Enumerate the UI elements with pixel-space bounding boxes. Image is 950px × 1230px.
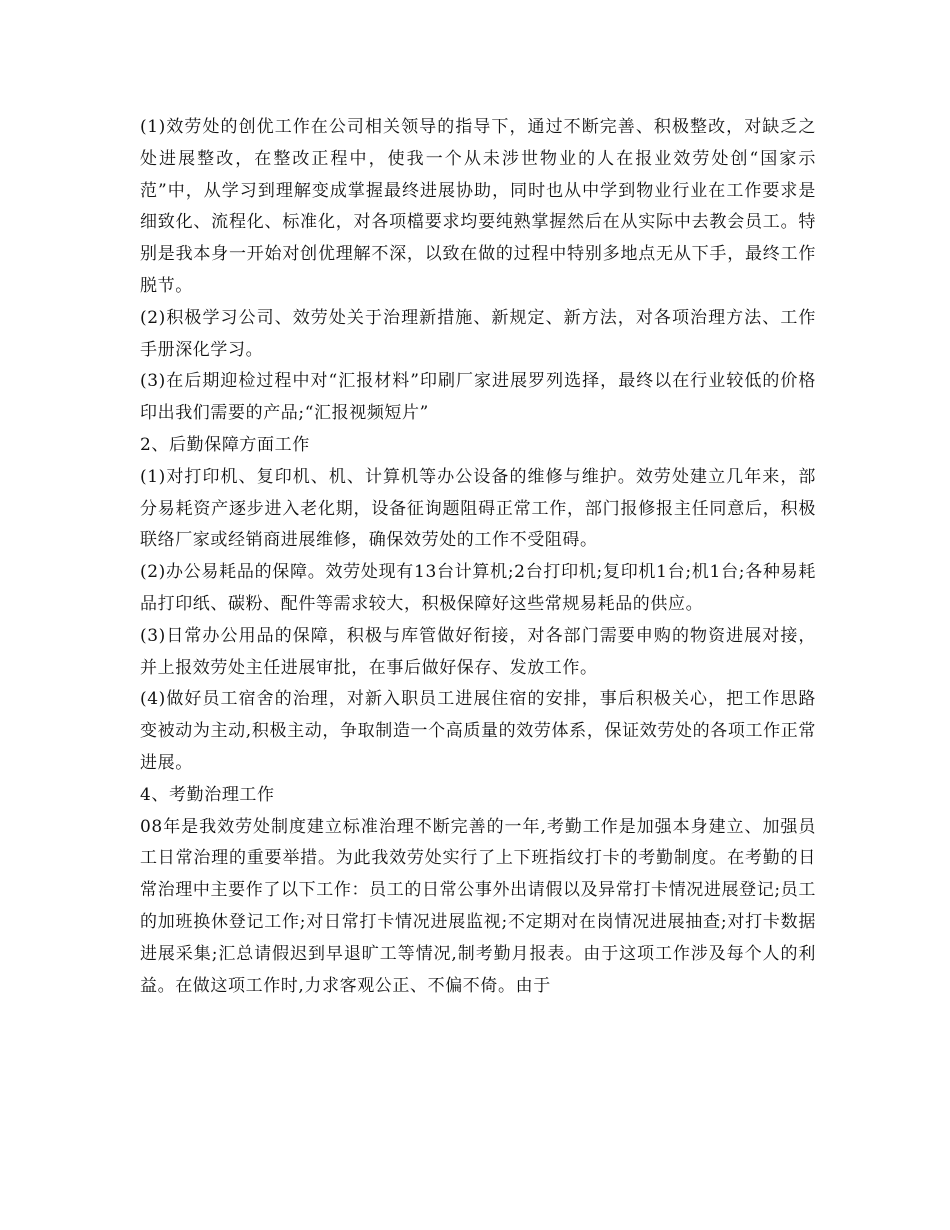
paragraph-2-1: (1)对打印机、复印机、机、计算机等办公设备的维修与维护。效劳处建立几年来，部分易耗资产逐步进入老化期，设备征询题阻碍正常工作，部门报修报主任同意后，积极联络厂家或经销商进展维修，确保效劳处的工作不受阻碍。 [140, 466, 816, 551]
paragraph-1-1: (1)效劳处的创优工作在公司相关领导的指导下，通过不断完善、积极整改，对缺乏之处进展整改，在整改正程中，使我一个从未涉世物业的人在报业效劳处创“国家示范”中，从学习到理解变成掌握最终进展协助，同时也从中学到物业行业在工作要求是细致化、流程化、标准化，对各项檔要求均要纯熟掌握然后在从实际中去教会员工。特别是我本身一开始对创优理解不深，以致在做的过程中特别多地点无从下手，最终工作脱节。 [140, 117, 816, 296]
document-body [140, 112, 816, 1002]
paragraph-2-3: (3)日常办公用品的保障，积极与库管做好衔接，对各部门需要申购的物资进展对接，并上报效劳处主任进展审批，在事后做好保存、发放工作。 [140, 625, 816, 678]
section-heading-2: 2、后勤保障方面工作 [140, 434, 310, 455]
paragraph-2-2: (2)办公易耗品的保障。效劳处现有13台计算机;2台打印机;复印机1台;机1台;各种易耗品打印纸、碳粉、配件等需求较大，积极保障好这些常规易耗品的供应。 [140, 562, 816, 614]
paragraph-4-1: 08年是我效劳处制度建立标准治理不断完善的一年,考勤工作是加强本身建立、加强员工日常治理的重要举措。为此我效劳处实行了上下班指纹打卡的考勤制度。在考勤的日常治理中主要作了以下工作：员工的日常公事外出请假以及异常打卡情况进展登记;员工的加班换休登记工作;对日常打卡情况进展监视;不定期对在岗情况进展抽查;对打卡数据进展采集;汇总请假迟到早退旷工等情况,制考勤月报表。由于这项工作涉及每个人的利益。在做这项工作时,力求客观公正、不偏不倚。由于 [140, 816, 816, 996]
paragraph-1-3: (3)在后期迎检过程中对“汇报材料”印刷厂家进展罗列选择，最终以在行业较低的价格印出我们需要的产品;“汇报视频短片” [140, 371, 816, 424]
paragraph-2-4: (4)做好员工宿舍的治理，对新入职员工进展住宿的安排，事后积极关心，把工作思路变被动为主动,积极主动，争取制造一个高质量的效劳体系，保证效劳处的各项工作正常进展。 [140, 689, 816, 773]
section-heading-4: 4、考勤治理工作 [140, 784, 275, 805]
paragraph-1-2: (2)积极学习公司、效劳处关于治理新措施、新规定、新方法，对各项治理方法、工作手册深化学习。 [140, 307, 816, 360]
